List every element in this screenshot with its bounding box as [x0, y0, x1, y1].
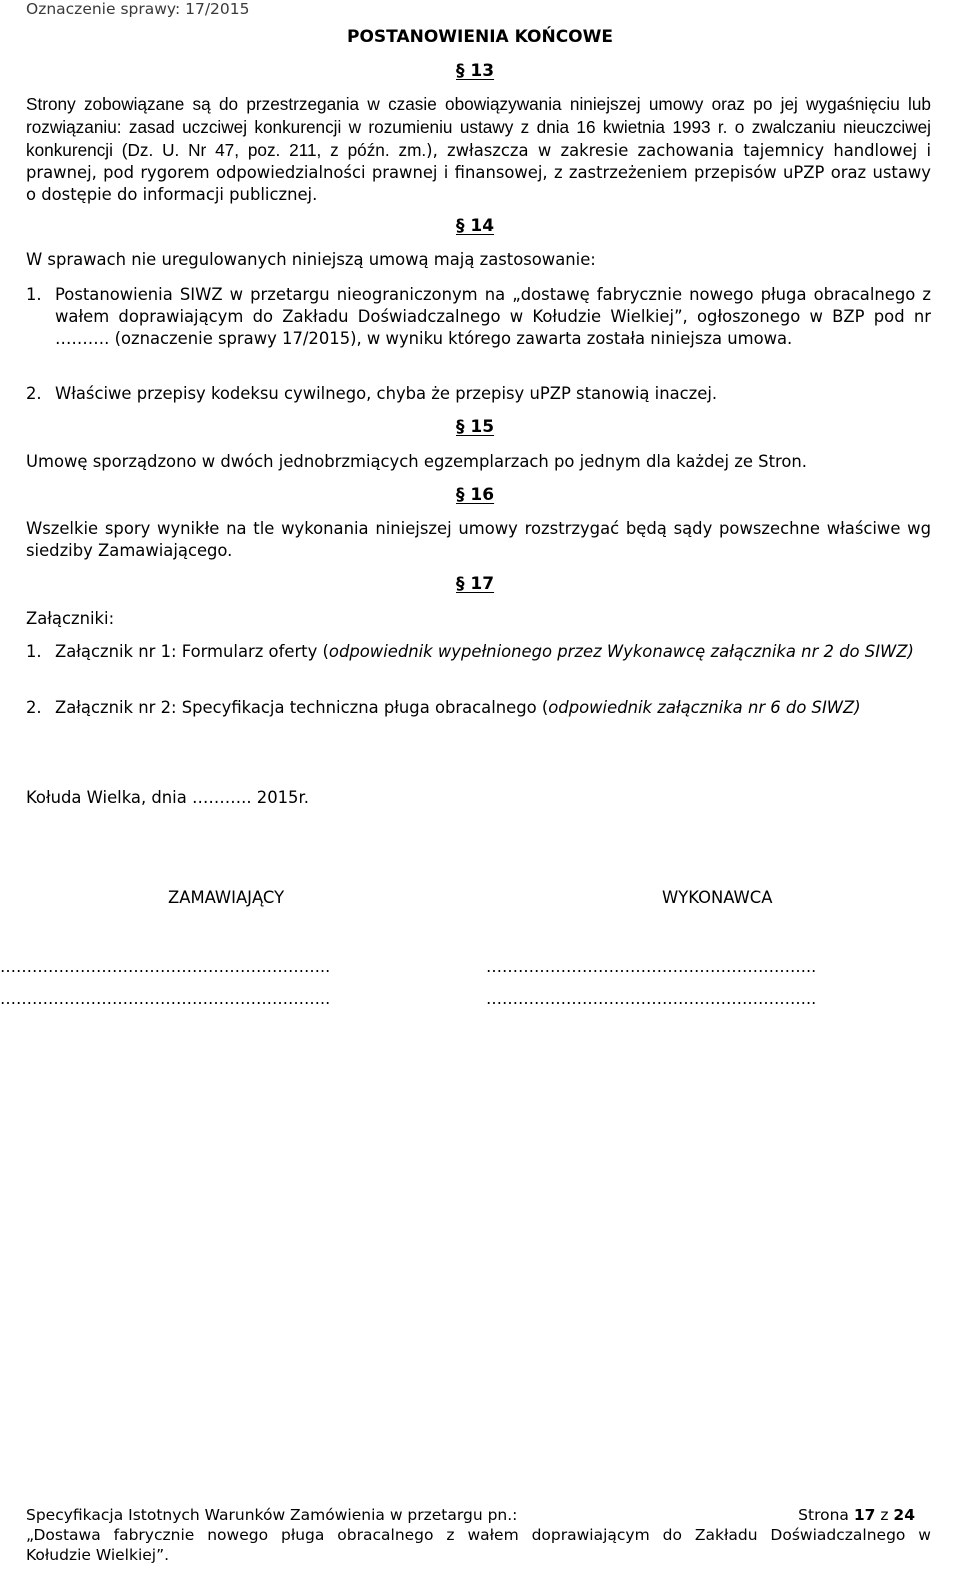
- signature-line-left: ……………………………………………………..: [0, 989, 331, 1008]
- page-current: 17: [853, 1506, 876, 1524]
- section-15-text: Umowę sporządzono w dwóch jednobrzmiących egzemplarzach po jednym dla każdej ze Stron.: [26, 452, 808, 471]
- list-item: [26, 383, 931, 405]
- section-13-paragraph: [26, 93, 931, 206]
- section-13-heading: § 13: [456, 61, 495, 81]
- footer-row: [26, 1505, 931, 1525]
- signature-line-right: ……………………………………………………..: [486, 957, 817, 976]
- section-13-text-a: Strony zobowiązane są do przestrzegania w czasie obowiązywania niniejszej umowy oraz po jej wygaśnięciu lub rozwiązaniu: zasad uczciwej konkurencji w rozumieniu ustawy z dnia 16 kwietnia 1993 r. o zwalczaniu nieuczciwej konkurencji (Dz. U. Nr 47, poz. 211, z późn. zm.: [26, 94, 931, 160]
- signature-label-right: WYKONAWCA: [662, 888, 773, 907]
- section-13-text-b: ), zwłaszcza w zakresie zachowania tajemnicy handlowej i prawnej, pod rygorem odpowiedzialności prawnej i finansowej, z zastrzeżeniem przepisów uPZP oraz ustawy o dostępie do informacji publicznej.: [26, 141, 932, 204]
- list-item-number: 1.: [26, 285, 42, 304]
- section-14-heading: § 14: [456, 216, 495, 236]
- attachments-label: Załączniki:: [26, 609, 115, 628]
- footer-spec-title: Specyfikacja Istotnych Warunków Zamówienia w przetargu pn.:: [26, 1506, 518, 1524]
- attachment-italic-text: odpowiednik wypełnionego przez Wykonawcę załącznika nr 2 do SIWZ): [328, 642, 914, 661]
- attachment-item: [26, 697, 931, 719]
- footer-tender-name: „Dostawa fabrycznie nowego pługa obracalnego z wałem doprawiającym do Zakładu Doświadczalnego w: [26, 1526, 931, 1544]
- signature-line-right: ……………………………………………………..: [486, 989, 817, 1008]
- attachment-item: [26, 641, 931, 663]
- page-total: 24: [893, 1506, 915, 1524]
- list-item-text: Właściwe przepisy kodeksu cywilnego, chyba że przepisy uPZP stanowią inaczej.: [55, 384, 718, 403]
- attachment-number: 1.: [26, 642, 42, 661]
- page-title: POSTANOWIENIA KOŃCOWE: [347, 27, 613, 47]
- page-footer: [26, 1505, 931, 1565]
- place-date: Kołuda Wielka, dnia ……….. 2015r.: [26, 788, 309, 807]
- signature-label-left: ZAMAWIAJĄCY: [168, 888, 285, 907]
- section-15-heading: § 15: [456, 417, 495, 437]
- section-14-intro: W sprawach nie uregulowanych niniejszą umową mają zastosowanie:: [26, 250, 596, 269]
- attachment-text: [55, 641, 931, 663]
- page-indicator: [798, 1505, 931, 1525]
- attachment-text: [55, 697, 931, 719]
- section-16-heading: § 16: [456, 485, 495, 505]
- attachment-plain-text: Załącznik nr 2: Specyfikacja techniczna pługa obracalnego (: [55, 698, 549, 717]
- list-item: [26, 284, 931, 350]
- footer-tender-name-end: Kołudzie Wielkiej”.: [26, 1546, 170, 1564]
- section-16-text: Wszelkie spory wynikłe na tle wykonania niniejszej umowy rozstrzygać będą sądy powszechne właściwe wg siedziby Zamawiającego.: [26, 519, 931, 560]
- section-17-heading: § 17: [456, 574, 495, 594]
- page-prefix: Strona: [798, 1506, 854, 1524]
- signature-line-left: ……………………………………………………..: [0, 957, 331, 976]
- case-reference: Oznaczenie sprawy: 17/2015: [26, 0, 250, 18]
- attachment-plain-text: Załącznik nr 1: Formularz oferty (: [55, 642, 329, 661]
- list-item-number: 2.: [26, 384, 42, 403]
- attachment-number: 2.: [26, 698, 42, 717]
- page-mid: z: [875, 1506, 894, 1524]
- list-item-text: Postanowienia SIWZ w przetargu nieograniczonym na „dostawę fabrycznie nowego pługa obracalnego z wałem doprawiającym do Zakładu Doświadczalnego w Kołudzie Wielkiej”, ogłoszonego w BZP pod nr ………. (oznaczenie sprawy 17/2015), w wyniku którego zawarta została niniejsza umowa.: [55, 285, 931, 348]
- attachment-italic-text: odpowiednik załącznika nr 6 do SIWZ): [548, 698, 861, 717]
